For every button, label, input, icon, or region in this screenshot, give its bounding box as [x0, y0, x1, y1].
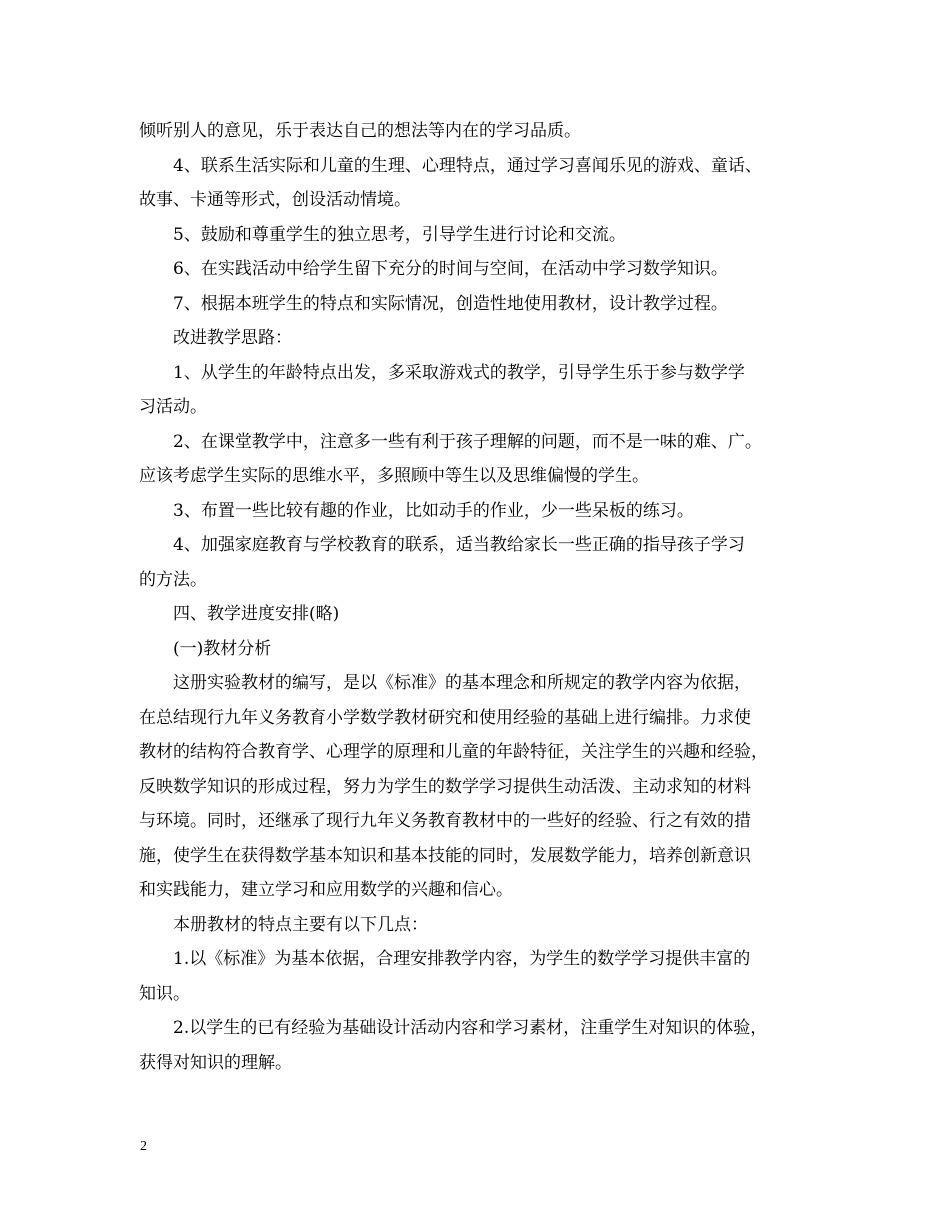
text-line: 4、联系生活实际和儿童的生理、心理特点，通过学习喜闻乐见的游戏、童话、 [173, 155, 762, 176]
text-line: 2.以学生的已有经验为基础设计活动内容和学习素材，注重学生对知识的体验， [173, 1018, 768, 1038]
text-line: 在总结现行九年义务教育小学数学教材研究和使用经验的基础上进行编排。力求使 [139, 707, 751, 728]
text-line: 习活动。 [139, 397, 207, 417]
text-line: 与环境。同时，还继承了现行九年义务教育教材中的一些好的经验、行之有效的措 [139, 811, 751, 831]
text-line: 施，使学生在获得数学基本知识和基本技能的同时，发展数学能力，培养创新意识 [139, 845, 751, 866]
text-line: 7、根据本班学生的特点和实际情况，创造性地使用教材，设计教学过程。 [173, 293, 728, 314]
text-line: 改进教学思路： [173, 328, 292, 348]
text-line: 本册教材的特点主要有以下几点： [173, 914, 428, 935]
text-line: 故事、卡通等形式，创设活动情境。 [139, 190, 411, 210]
text-line: 应该考虑学生实际的思维水平，多照顾中等生以及思维偏慢的学生。 [139, 466, 649, 486]
text-line: 6、在实践活动中给学生留下充分的时间与空间，在活动中学习数学知识。 [173, 259, 728, 279]
text-line: 4、加强家庭教育与学校教育的联系，适当教给家长一些正确的指导孩子学习 [173, 535, 745, 555]
text-line: 教材的结构符合教育学、心理学的原理和儿童的年龄特征，关注学生的兴趣和经验， [139, 742, 768, 762]
text-line: 1.以《标准》为基本依据，合理安排教学内容，为学生的数学学习提供丰富的 [173, 949, 751, 969]
page-number: 2 [140, 1139, 147, 1154]
text-line: 倾听别人的意见，乐于表达自己的想法等内在的学习品质。 [139, 121, 581, 141]
text-line: (一)教材分析 [173, 638, 272, 659]
text-line: 和实践能力，建立学习和应用数学的兴趣和信心。 [139, 880, 513, 900]
text-line: 的方法。 [139, 569, 207, 590]
text-line: 知识。 [139, 983, 190, 1004]
text-line: 3、布置一些比较有趣的作业，比如动手的作业，少一些呆板的练习。 [173, 500, 694, 521]
text-line: 这册实验教材的编写，是以《标准》的基本理念和所规定的教学内容为依据， [173, 673, 751, 693]
text-line: 获得对知识的理解。 [139, 1052, 292, 1073]
text-line: 2、在课堂教学中，注意多一些有利于孩子理解的问题，而不是一味的难、广。 [173, 431, 762, 452]
text-line: 1、从学生的年龄特点出发，多采取游戏式的教学，引导学生乐于参与数学学 [173, 362, 745, 383]
text-line: 四、教学进度安排(略) [173, 604, 340, 624]
body-text [139, 114, 829, 1080]
text-line: 反映数学知识的形成过程，努力为学生的数学学习提供生动活泼、主动求知的材料 [139, 776, 751, 797]
text-line: 5、鼓励和尊重学生的独立思考，引导学生进行讨论和交流。 [173, 224, 626, 245]
